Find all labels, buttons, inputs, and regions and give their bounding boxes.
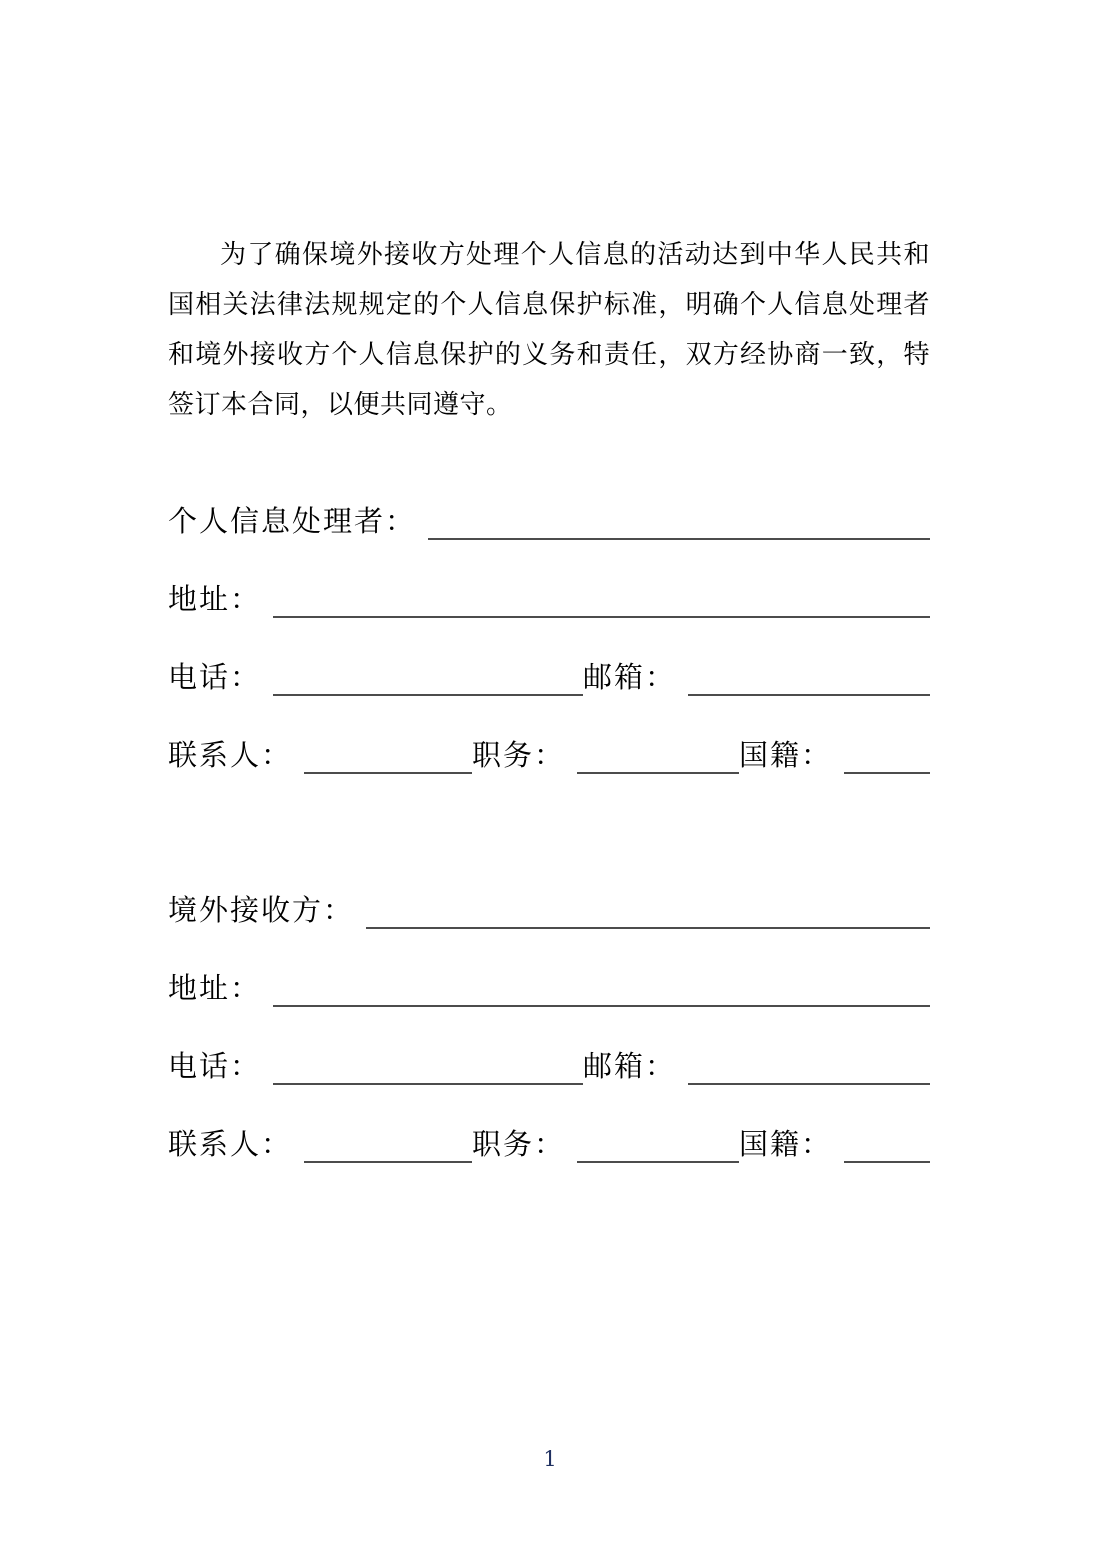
processor-phone-label: 电话： [168, 660, 262, 694]
recipient-name-label: 境外接收方： [168, 893, 355, 927]
processor-position-field[interactable] [577, 740, 739, 774]
processor-phone-field[interactable] [273, 662, 583, 696]
recipient-phone-field[interactable] [273, 1051, 583, 1085]
processor-section [168, 430, 930, 774]
processor-address-row [168, 576, 930, 618]
processor-email-label: 邮箱： [583, 660, 677, 694]
processor-phone-email-row [168, 654, 930, 696]
recipient-contact-label: 联系人： [168, 1127, 293, 1161]
recipient-contact-row [168, 1121, 930, 1163]
processor-contact-label: 联系人： [168, 738, 293, 772]
processor-position-label: 职务： [472, 738, 566, 772]
recipient-position-field[interactable] [577, 1129, 739, 1163]
processor-name-label: 个人信息处理者： [168, 504, 417, 538]
recipient-phone-email-row [168, 1043, 930, 1085]
page-number: 1 [543, 1447, 557, 1471]
recipient-section [168, 774, 930, 1163]
processor-name-row [168, 498, 930, 540]
processor-nationality-field[interactable] [844, 740, 930, 774]
recipient-address-row [168, 965, 930, 1007]
processor-name-field[interactable] [428, 506, 930, 540]
recipient-position-label: 职务： [472, 1127, 566, 1161]
processor-email-field[interactable] [688, 662, 930, 696]
recipient-nationality-label: 国籍： [739, 1127, 833, 1161]
recipient-phone-label: 电话： [168, 1049, 262, 1083]
intro-paragraph: 为了确保境外接收方处理个人信息的活动达到中华人民共和国相关法律法规规定的个人信息保护标准，明确个人信息处理者和境外接收方个人信息保护的义务和责任，双方经协商一致，特签订本合同，以便共同遵守。 [168, 240, 930, 420]
recipient-contact-field[interactable] [304, 1129, 472, 1163]
recipient-email-field[interactable] [688, 1051, 930, 1085]
recipient-name-field[interactable] [366, 895, 930, 929]
processor-nationality-label: 国籍： [739, 738, 833, 772]
recipient-address-field[interactable] [273, 973, 930, 1007]
recipient-name-row [168, 887, 930, 929]
processor-contact-field[interactable] [304, 740, 472, 774]
recipient-email-label: 邮箱： [583, 1049, 677, 1083]
processor-contact-row [168, 732, 930, 774]
recipient-nationality-field[interactable] [844, 1129, 930, 1163]
processor-address-field[interactable] [273, 584, 930, 618]
processor-address-label: 地址： [168, 582, 262, 616]
recipient-address-label: 地址： [168, 971, 262, 1005]
